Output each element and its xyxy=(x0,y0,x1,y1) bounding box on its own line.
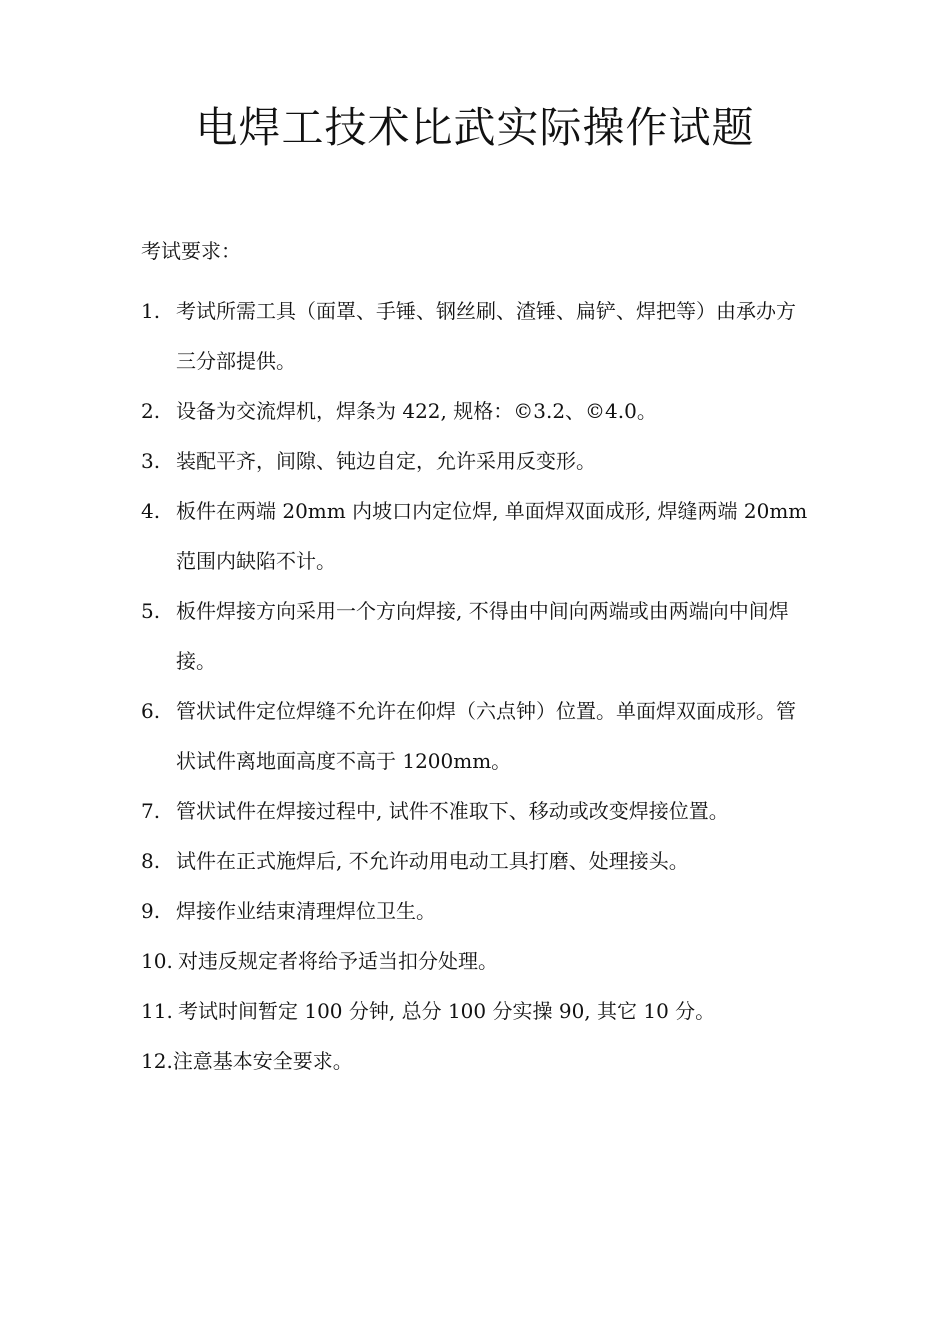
list-item xyxy=(141,886,811,936)
item-number: 1. xyxy=(141,299,161,323)
item-number: 4. xyxy=(141,499,161,523)
item-number: 5. xyxy=(141,599,161,623)
item-number: 10. xyxy=(141,949,173,973)
item-text: 管状试件在焊接过程中, 试件不准取下、移动或改变焊接位置。 xyxy=(176,799,729,823)
list-item xyxy=(141,786,811,836)
item-number: 12. xyxy=(141,1049,173,1073)
item-text: 对违反规定者将给予适当扣分处理。 xyxy=(178,949,498,973)
item-text: 设备为交流焊机，焊条为 422, 规格：©3.2、©4.0。 xyxy=(176,399,657,423)
list-item xyxy=(141,436,811,486)
item-text: 考试所需工具（面罩、手锤、钢丝刷、渣锤、扁铲、焊把等）由承办方三分部提供。 xyxy=(176,299,796,373)
item-number: 2. xyxy=(141,399,161,423)
list-item xyxy=(141,986,811,1036)
item-text: 管状试件定位焊缝不允许在仰焊（六点钟）位置。单面焊双面成形。管状试件离地面高度不高于 1200mm。 xyxy=(176,699,796,773)
item-text: 试件在正式施焊后, 不允许动用电动工具打磨、处理接头。 xyxy=(176,849,689,873)
list-item xyxy=(141,836,811,886)
item-number: 8. xyxy=(141,849,161,873)
item-number: 9. xyxy=(141,899,161,923)
item-text: 考试时间暂定 100 分钟, 总分 100 分实操 90, 其它 10 分。 xyxy=(178,999,716,1023)
list-item xyxy=(141,486,811,586)
item-text: 板件在两端 20mm 内坡口内定位焊, 单面焊双面成形, 焊缝两端 20mm 范围内缺陷不计。 xyxy=(176,499,808,573)
list-item xyxy=(141,586,811,686)
item-text: 板件焊接方向采用一个方向焊接, 不得由中间向两端或由两端向中间焊接。 xyxy=(176,599,789,673)
requirements-list xyxy=(141,286,811,1086)
item-number: 3. xyxy=(141,449,161,473)
item-number: 7. xyxy=(141,799,161,823)
item-number: 6. xyxy=(141,699,161,723)
list-item xyxy=(141,936,811,986)
item-number: 11. xyxy=(141,999,173,1023)
requirements-heading: 考试要求： xyxy=(141,239,241,263)
list-item xyxy=(141,1036,811,1086)
item-text: 装配平齐，间隙、钝边自定，允许采用反变形。 xyxy=(176,449,596,473)
item-text: 焊接作业结束清理焊位卫生。 xyxy=(176,899,436,923)
list-item xyxy=(141,686,811,786)
list-item xyxy=(141,386,811,436)
item-text: 注意基本安全要求。 xyxy=(172,1049,353,1073)
document-title: 电焊工技术比武实际操作试题 xyxy=(195,103,755,152)
list-item xyxy=(141,286,811,386)
